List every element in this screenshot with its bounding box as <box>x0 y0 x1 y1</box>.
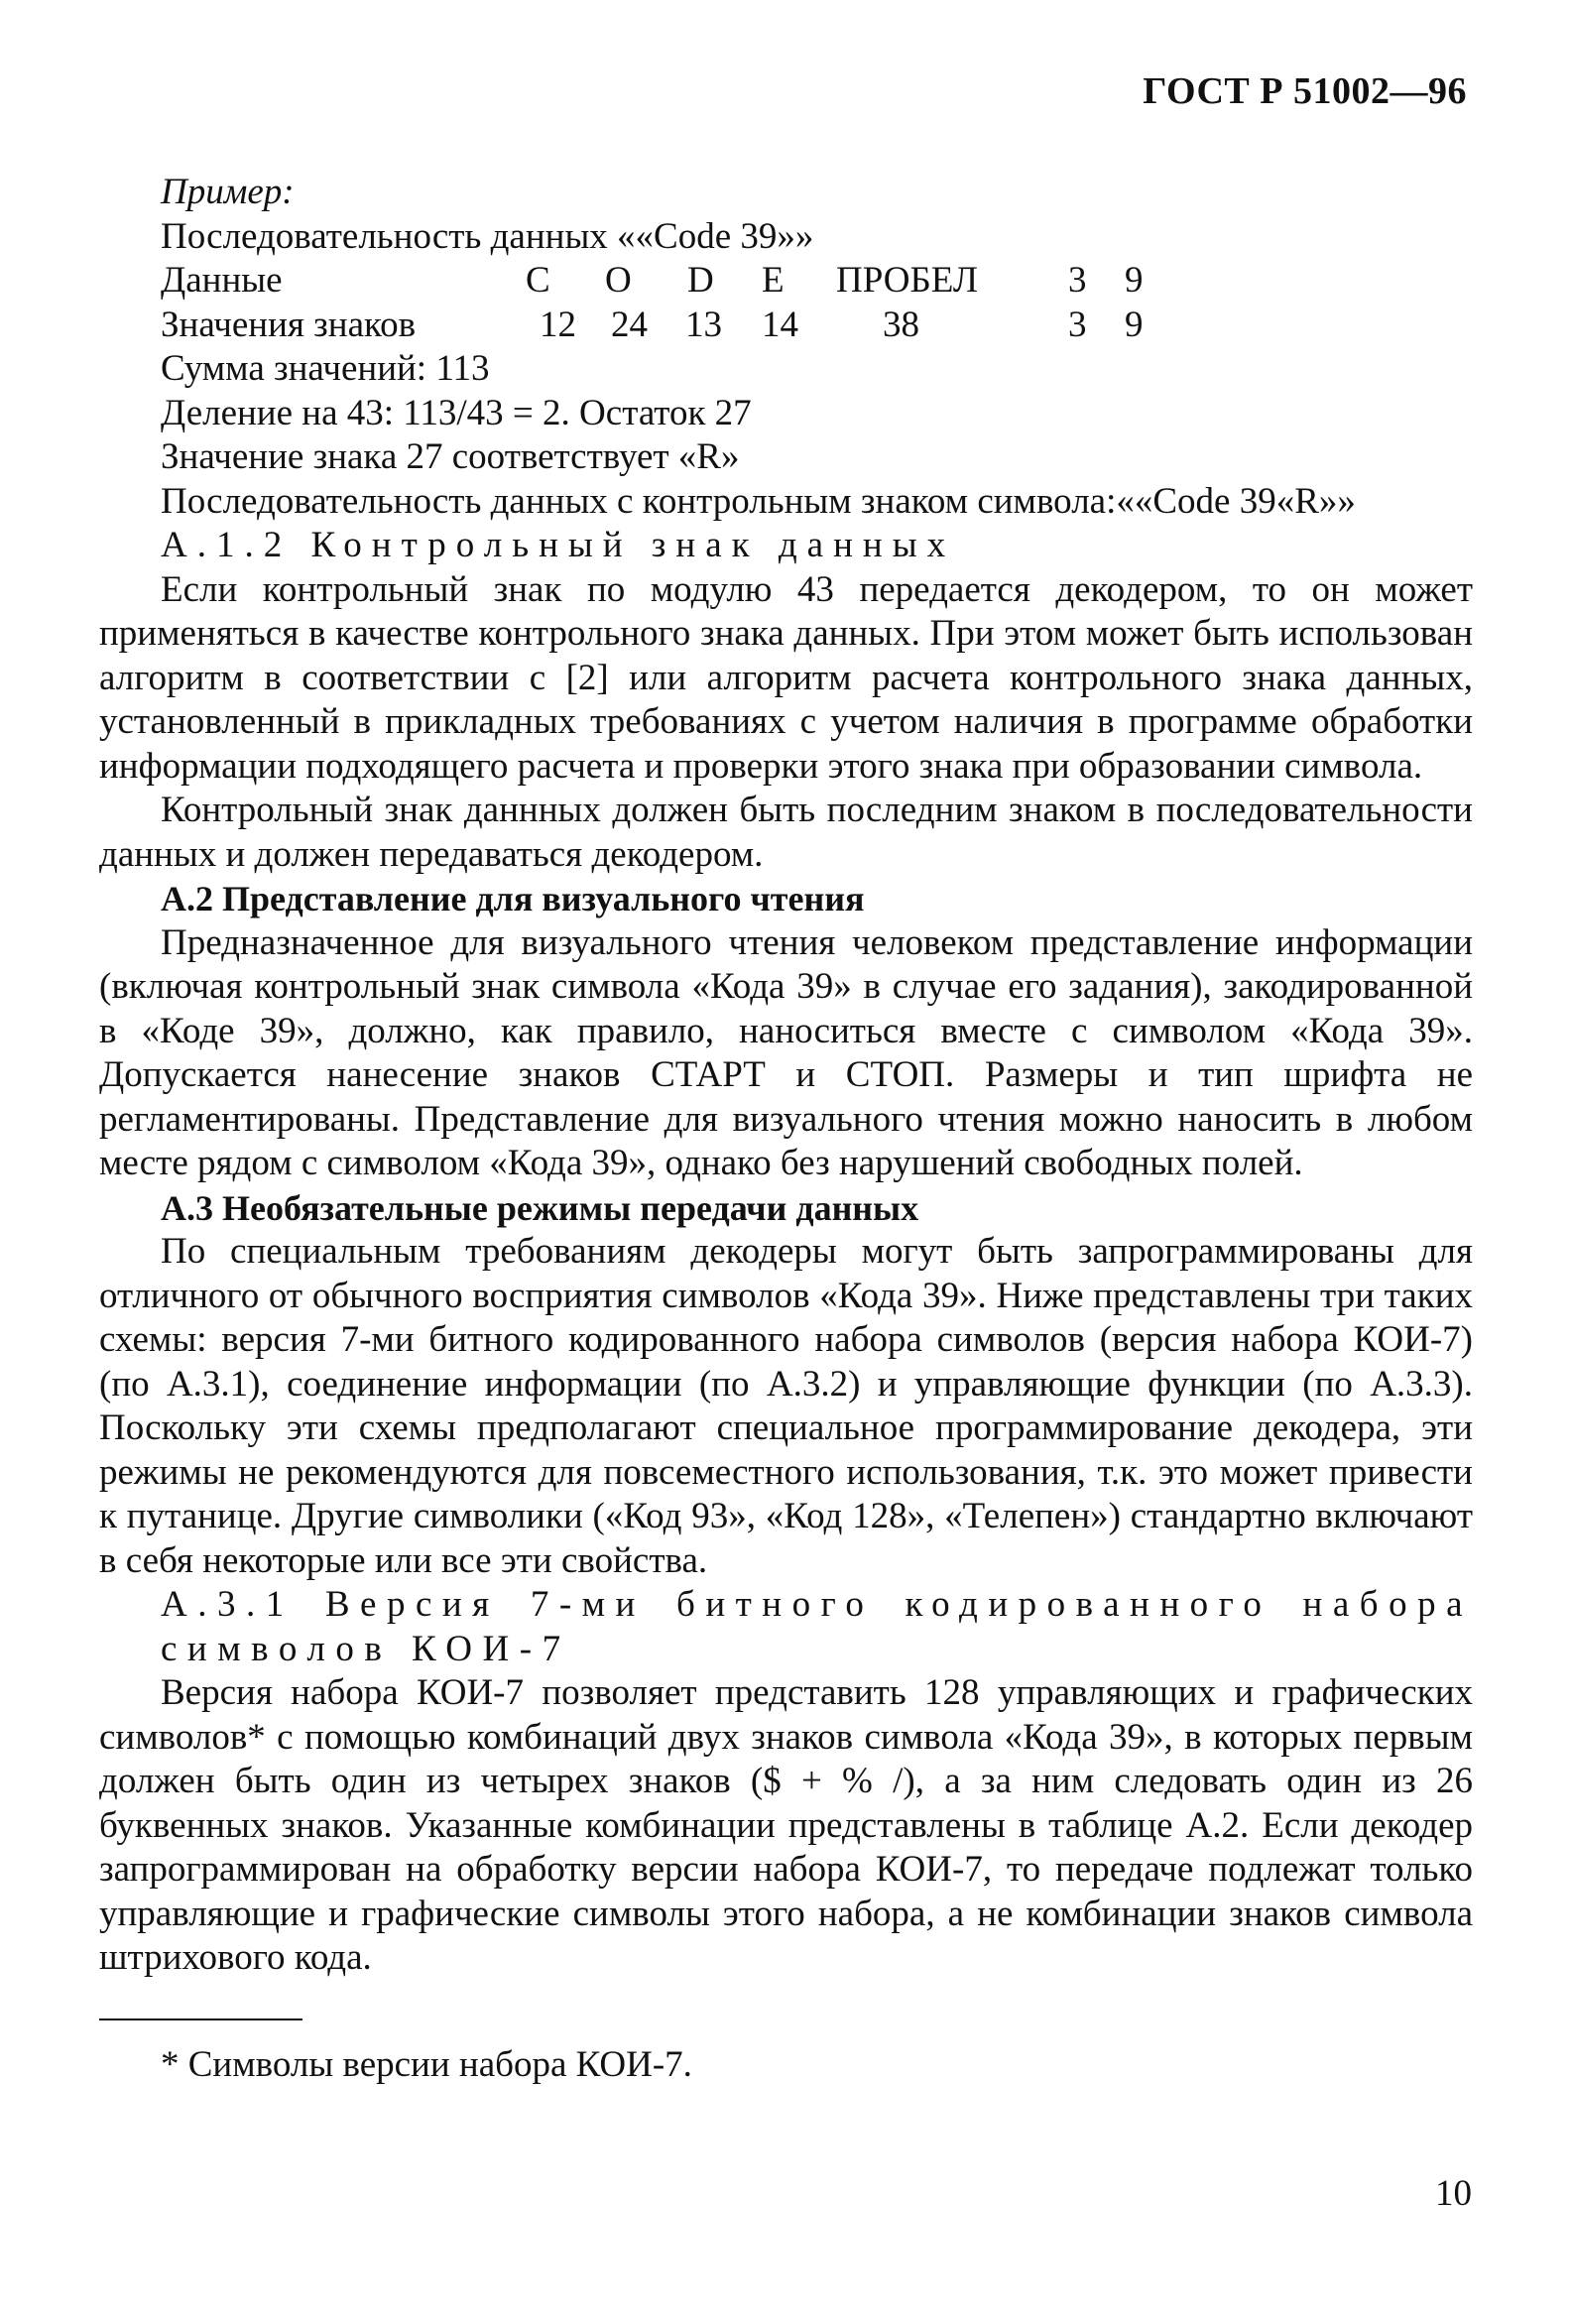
data-cell: 9 <box>1125 260 1144 301</box>
section-a31-paragraph: Версия набора КОИ-7 позволяет представить 128 управляющих и графических символов* с помощью комбинаций двух знаков символа «Кода 39», в которых первым должен быть один из четырех знаков ($ + % /), а за ним следовать один из 26 буквенных знаков. Указанные комбинации представлены в таблице А.2. Если декодер запрограммирован на обработку версии набора КОИ-7, то передаче подлежат только управляющие и графические символы этого набора, а не комбинации знаков символа штрихового кода. <box>99 1672 1473 1978</box>
data-cell: C <box>526 260 550 301</box>
data-cell: 3 <box>1068 260 1087 301</box>
standard-header: ГОСТ Р 51002—96 <box>1143 70 1467 112</box>
section-a12-paragraph: Если контрольный знак по модулю 43 передается декодером, то он может применяться в качестве контрольного знака данных. При этом может быть использован алгоритм в соответствии с [2] или алгоритм расчета контрольного знака данных, установленный в прикладных требованиях с учетом наличия в программе обработки информации подходящего расчета и проверки этого знака при образовании символа. <box>99 568 1473 787</box>
values-row-label: Значения знаков <box>161 304 417 345</box>
value-cell: 14 <box>762 304 798 345</box>
data-cell: O <box>605 260 632 301</box>
value-cell: 12 <box>540 304 576 345</box>
section-a2-heading: А.2 Представление для визуального чтения <box>161 879 865 918</box>
example-values-row <box>161 304 1473 348</box>
section-a12-paragraph: Контрольный знак даннных должен быть последним знаком в последовательности данных и должен передаваться декодером. <box>99 790 1473 875</box>
example-label: Пример: <box>161 172 295 212</box>
section-a12-heading: А.1.2 Контрольный знак данных <box>161 525 956 565</box>
example-char-value: Значение знака 27 соответствует «R» <box>161 436 740 477</box>
data-cell: E <box>762 260 785 301</box>
data-cell: ПРОБЕЛ <box>836 260 978 301</box>
value-cell: 24 <box>611 304 648 345</box>
example-data-row <box>161 259 1473 304</box>
section-a3-paragraph: По специальным требованиям декодеры могут быть запрограммированы для отличного от обычного восприятия символов «Кода 39». Ниже представлены три таких схемы: версия 7-ми битного кодированного набора символов (версия набора КОИ-7) (по А.3.1), соединение информации (по А.3.2) и управляющие функции (по А.3.3). Поскольку эти схемы предполагают специальное программирование декодера, эти режимы не рекомендуются для повсеместного использования, т.к. это может привести к путанице. Другие символики («Код 93», «Код 128», «Телепен») стандартно включают в себя некоторые или все эти свойства. <box>99 1231 1473 1581</box>
value-cell: 38 <box>883 304 919 345</box>
footnote-text: * Символы версии набора КОИ-7. <box>161 2044 692 2085</box>
value-cell: 13 <box>685 304 722 345</box>
data-cell: D <box>687 260 714 301</box>
data-row-label: Данные <box>161 260 283 301</box>
document-body <box>99 171 1473 1981</box>
section-a31-heading: А.3.1 Версия 7-ми битного кодированного набора символов КОИ-7 <box>161 1584 1473 1669</box>
example-division: Деление на 43: 113/43 = 2. Остаток 27 <box>161 392 752 433</box>
value-cell: 9 <box>1125 304 1144 345</box>
value-cell: 3 <box>1068 304 1087 345</box>
footnote-divider <box>99 2018 302 2020</box>
section-a3-heading: А.3 Необязательные режимы передачи данных <box>161 1187 919 1228</box>
example-sum: Сумма значений: 113 <box>161 348 490 389</box>
page-number: 10 <box>1435 2173 1472 2214</box>
section-a2-paragraph: Предназначенное для визуального чтения человеком представление информации (включая контрольный знак символа «Кода 39» в случае его задания), закодированной в «Коде 39», должно, как правило, наноситься вместе с символом «Кода 39». Допускается нанесение знаков СТАРТ и СТОП. Размеры и тип шрифта не регламентированы. Представление для визуального чтения можно наносить в любом месте рядом с символом «Кода 39», однако без нарушений свободных полей. <box>99 921 1473 1183</box>
example-sequence: Последовательность данных ««Code 39»» <box>161 215 814 257</box>
example-sequence-with-check: Последовательность данных с контрольным знаком символа:««Code 39«R»» <box>161 480 1356 522</box>
